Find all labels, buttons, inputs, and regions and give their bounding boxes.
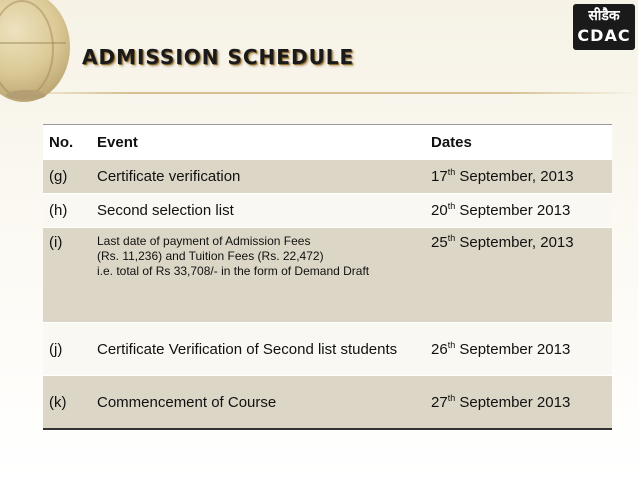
date-rest: September 2013 [455,393,571,411]
table-row [43,228,612,323]
date-suffix: th [447,233,456,243]
schedule-table [43,124,612,430]
table-row [43,323,612,376]
cdac-logo [573,4,635,50]
row-no: (j) [43,323,91,376]
event-line: (Rs. 11,236) and Tuition Fees (Rs. 22,472) [97,249,324,263]
globe-equator [0,42,66,44]
row-event: Second selection list [91,194,425,228]
slide-title: ADMISSION SCHEDULE [82,45,355,69]
table-row [43,376,612,430]
row-date [425,376,612,430]
header-dates: Dates [431,133,472,151]
header-event: Event [97,133,138,151]
date-suffix: th [447,201,456,211]
row-no: (i) [43,228,91,323]
date-day: 26 [431,340,448,358]
date-suffix: th [447,167,456,177]
title-divider [0,92,638,94]
row-no: (k) [43,376,91,430]
logo-english-text: CDAC [577,26,631,45]
table-row [43,194,612,228]
date-rest: September, 2013 [455,168,574,185]
row-no: (g) [43,160,91,194]
row-date [425,194,612,228]
row-event: Certificate Verification of Second list students [91,323,425,376]
date-day: 25 [431,234,448,251]
row-date [425,228,612,323]
globe-decoration [0,0,70,102]
event-line: i.e. total of Rs 33,708/- in the form of Demand Draft [97,264,370,278]
date-rest: September 2013 [455,340,571,358]
header-no: No. [49,133,74,151]
date-day: 27 [431,393,448,411]
logo-hindi-text: सीडैक [588,8,620,24]
date-day: 17 [431,168,448,185]
row-no: (h) [43,194,91,228]
date-suffix: th [447,339,456,350]
row-event: Certificate verification [91,160,425,194]
globe-meridian [0,0,54,98]
event-line: Last date of payment of Admission Fees [97,234,311,248]
date-rest: September 2013 [455,202,571,219]
table-header-row [43,125,612,160]
row-event [91,228,425,323]
date-day: 20 [431,202,448,219]
row-date [425,323,612,376]
row-event: Commencement of Course [91,376,425,430]
table-row [43,160,612,194]
row-date [425,160,612,194]
date-rest: September, 2013 [455,234,574,251]
date-suffix: th [447,392,456,403]
